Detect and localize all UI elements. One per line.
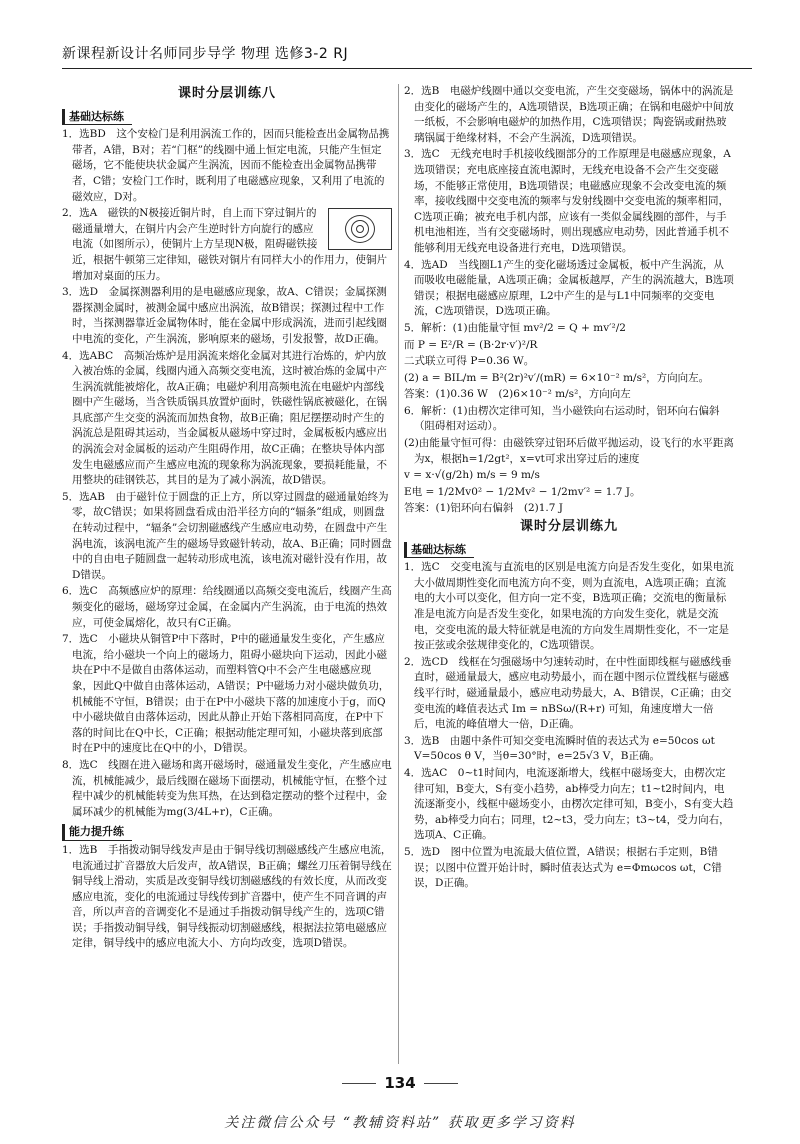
formula-line: E电 = 1/2Mv0² − 1/2Mv² − 1/2mv′² = 1.7 J。	[404, 485, 641, 498]
page-number-dash	[342, 1083, 376, 1084]
answer-item: 3．选C 无线充电时手机接收线圈部分的工作原理是电磁感应现象，A选项错误；充电底座接直流电源时，无线充电设备不会产生交变磁场，不能够正常使用，B选项错误；电磁感应现象不会改变电流的频率，接收线圈中交变电流的频率与发射线圈中交变电流的频率相同，C选项正确；被充电手机内部，应该有一类似金属线圈的部件，与手机电池相连，当有交变磁场时，则出现感应电动势，因此普通手机不能够利用无线充电设备进行充电，D选项错误。	[404, 148, 731, 254]
answer-item: 5．选AB 由于磁针位于圆盘的正上方，所以穿过圆盘的磁通量始终为零，故C错误；如果将圆盘看成由沿半径方向的“辐条”组成，则圆盘在转动过程中，“辐条”会切割磁感线产生感应电动势，在圆盘中产生涡电流，该涡电流产生的磁场导致磁针转动，故A、B正确；同时圆盘中的自由电子随圆盘一起转动形成电流，该电流对磁针没有作用，故D错误。	[62, 490, 392, 581]
answer-item: 1．选C 交变电流与直流电的区别是电流方向是否发生变化，如果电流大小做周期性变化而电流方向不变，则为直流电，A选项正确；直流电的大小可以变化，但方向一定不变，B选项正确；交流电的衡量标准是电流方向是否发生变化，如果电流的方向发生变化，就是交流电，交变电流的最大特征就是电流的方向发生周期性变化，不一定是按正弦或余弦规律变化的，C选项错误。	[404, 561, 734, 652]
answer-item: 2．选B 电磁炉线圈中通以交变电流，产生交变磁场，锅体中的涡流是由变化的磁场产生的，A选项错误，B选项正确；在锅和电磁炉中间放一纸板，不会影响电磁炉的加热作用，C选项错误；陶瓷锅或耐热玻璃锅属于绝缘材料，不会产生涡流，D选项错误。	[404, 85, 734, 144]
page-header	[62, 38, 752, 69]
page-number	[0, 1074, 800, 1092]
answer-item: 5．解析：(1)由能量守恒 mv²/2 = Q + mv′²/2	[404, 321, 626, 334]
answer-item: 2．选A 磁铁的N极接近铜片时，自上而下穿过铜片的磁通量增大，在铜片内会产生逆时针方向旋行的感应电流（如图所示），使铜片上方呈现N极，阻碍磁铁接近，根据牛顿第三定律知，磁铁对铜片有同样大小的作用力，使铜片增加对桌面的压力。	[62, 207, 387, 282]
right-column	[404, 84, 734, 1064]
answer-item: 3．选D 金属探测器利用的是电磁感应现象，故A、C错误；金属探测器探测金属时，被测金属中感应出涡流，故B错误；探测过程中工作时，当探测器靠近金属物体时，能在金属中形成涡流，进而引起线圈中电流的变化，产生涡流，影响原来的磁场，引发报警，故D正确。	[62, 286, 387, 345]
answer-item: 1．选B 手指拨动铜导线发声是由于铜导线切割磁感线产生感应电流，电流通过扩音器放大后发声，故A错误，B正确；螺丝刀压着铜导线在铜导线上滑动，实质是改变铜导线切割磁感线的有效长度，从而改变感应电流，变化的电流通过导线传到扩音器中，使产生不同音调的声音，所以声音的音调变化不是通过手指拨动铜导线产生的，选项C错误；手指拨动铜导线，铜导线振动切割磁感线，根据法拉第电磁感应定律，铜导线中的感应电流大小、方向均改变，选项D错误。	[62, 843, 392, 950]
ability-tag-8: 能力提升练	[62, 824, 132, 841]
answer-item: 2．选CD 线框在匀强磁场中匀速转动时，在中性面即线框与磁感线垂直时，磁通量最大，感应电动势最小，而在题中图示位置线框与磁感线平行时，磁通量最小，感应电动势最大，A、B错误，C正确；由交变电流的峰值表达式 Im = nBSω/(R+r) 可知，角速度增大一倍后，电流的峰值增大一倍，D正确。	[404, 655, 732, 731]
answer-item: 4．选AC 0~t1时间内，电流逐渐增大，线框中磁场变大，由楞次定律可知，B变大，S有变小趋势，ab棒受力向左；t1~t2时间内，电流逐渐变小，线框中磁场变小，由楞次定律可知，B变小，S有变大趋势，ab棒受力向右；同理，t2~t3，受力向左；t3~t4，受力向右，选项A、C正确。	[404, 766, 734, 842]
formula-line: 二式联立可得 P=0.36 W。	[404, 355, 535, 368]
answer-item: 5．选D 图中位置为电流最大值位置，A错误；根据右手定则，B错误；以图中位置开始计时，瞬时值表达式为 e=Φmωcos ωt，C错误，D正确。	[404, 845, 722, 890]
answer-item: 3．选B 由题中条件可知交变电流瞬时值的表达式为 e=50cos ωt V=50cos θ V，当θ=30°时，e=25√3 V，B正确。	[404, 734, 715, 763]
formula-line: (2) a = BIL/m = B²(2r)²v′/(mR) = 6×10⁻² m/s²，方向向左。	[404, 371, 710, 384]
formula-line: 而 P = E²/R = (B·2r·v′)²/R	[404, 338, 538, 351]
copper-plate-figure	[328, 208, 392, 250]
section-title-9: 课时分层训练九	[519, 519, 618, 535]
answer-summary: 答案：(1)铝环向右偏斜 (2)1.7 J	[404, 502, 563, 515]
answer-summary: 答案：(1)0.36 W (2)6×10⁻² m/s²，方向向左	[404, 388, 631, 401]
answer-item: (2)由能量守恒可得：由磁铁穿过铝环后做平抛运动，设飞行的水平距离为x，根据h=1/2gt²，x=vt可求出穿过后的速度	[404, 437, 734, 465]
basic-tag-8: 基础达标练	[62, 109, 132, 126]
answer-item: 6．选C 高频感应炉的原理：给线圈通以高频交变电流后，线圈产生高频变化的磁场，磁场穿过金属，在金属内产生涡流，由于电流的热效应，可使金属熔化，故只有C正确。	[62, 585, 392, 629]
page-number-dash	[424, 1083, 458, 1084]
answer-item: 4．选AD 当线圈L1产生的变化磁场透过金属板，板中产生涡流，从而吸收电磁能量，A选项正确；金属板越厚，产生的涡流越大，B选项错误；根据电磁感应原理，L2中产生的是与L1中同频率的交变电流，C选项错误，D选项正确。	[404, 258, 734, 318]
answer-item: 6．解析：(1)由楞次定律可知，当小磁铁向右运动时，铝环向右偏斜（阻碍相对运动）。	[404, 404, 720, 433]
column-divider	[398, 84, 399, 1064]
formula-line: v = x·√(g/2h) m/s = 9 m/s	[404, 469, 540, 482]
section-title-8: 课时分层训练八	[177, 86, 276, 101]
page-number-text: 134	[384, 1074, 416, 1092]
answer-item: 8．选C 线圈在进入磁场和离开磁场时，磁通量发生变化，产生感应电流，机械能减少，最后线圈在磁场下面摆动，机械能守恒，在整个过程中减少的机械能转变为焦耳热，在达到稳定摆动的整个过程中，金属环减少的机械能为mg(3/4L+r)，C正确。	[62, 758, 392, 818]
footer-note: 关注微信公众号 “教辅资料站” 获取更多学习资料	[224, 1115, 576, 1131]
answer-item: 4．选ABC 高频冶炼炉是用涡流来熔化金属对其进行冶炼的，炉内放入被冶炼的金属，线圈内通入高频交变电流，这时被冶炼的金属中产生涡流就能被熔化，故A正确；电磁炉利用高频电流在电磁炉内部线圈中产生磁场，当含铁质锅具放置炉面时，铁磁性锅底被磁化，在锅具底部产生交变的涡流而加热食物，故B正确；阻尼摆摆动时产生的涡流总是阻碍其运动，当金属板从磁场中穿过时，金属板板内感应出的涡流会对金属板的运动产生阻碍作用，故C正确；在整块导体内部发生电磁感应而产生感应电流的现象称为涡流现象，要损耗能量，不用整块的硅钢铁芯，其目的是为了减小涡流，故D错误。	[62, 349, 387, 487]
basic-tag-9: 基础达标练	[404, 542, 474, 559]
answer-item: 7．选C 小磁块从铜管P中下落时，P中的磁通量发生变化，产生感应电流，给小磁块一个向上的磁场力，阻碍小磁块向下运动，因此小磁块在P中不是做自由落体运动，而塑料管Q中不会产生电磁感应现象，因此Q中做自由落体运动，A错误；P中磁场力对小磁块做负功，机械能不守恒，B错误；由于在P中小磁块下落的加速度小于g，而Q中小磁块做自由落体运动，因此从静止开始下落相同高度，在P中下落的时间比在Q中长，C正确；根据动能定理可知，小磁块落到底部时在P中的速度比在Q中的小，D错误。	[62, 633, 390, 755]
content-columns	[62, 84, 752, 1064]
left-column	[62, 84, 392, 1064]
answer-item: 1．选BD 这个安检门是利用涡流工作的，因而只能检查出金属物品携带者，A错，B对；若“门框”的线圈中通上恒定电流，只能产生恒定磁场，它不能使块状金属产生涡流，因而不能检查出金属物品携带者，C错；安检门工作时，既利用了电磁感应现象，又利用了电流的磁效应，D对。	[62, 128, 390, 203]
header-title: 新课程新设计名师同步导学 物理 选修3-2 RJ	[62, 46, 349, 62]
